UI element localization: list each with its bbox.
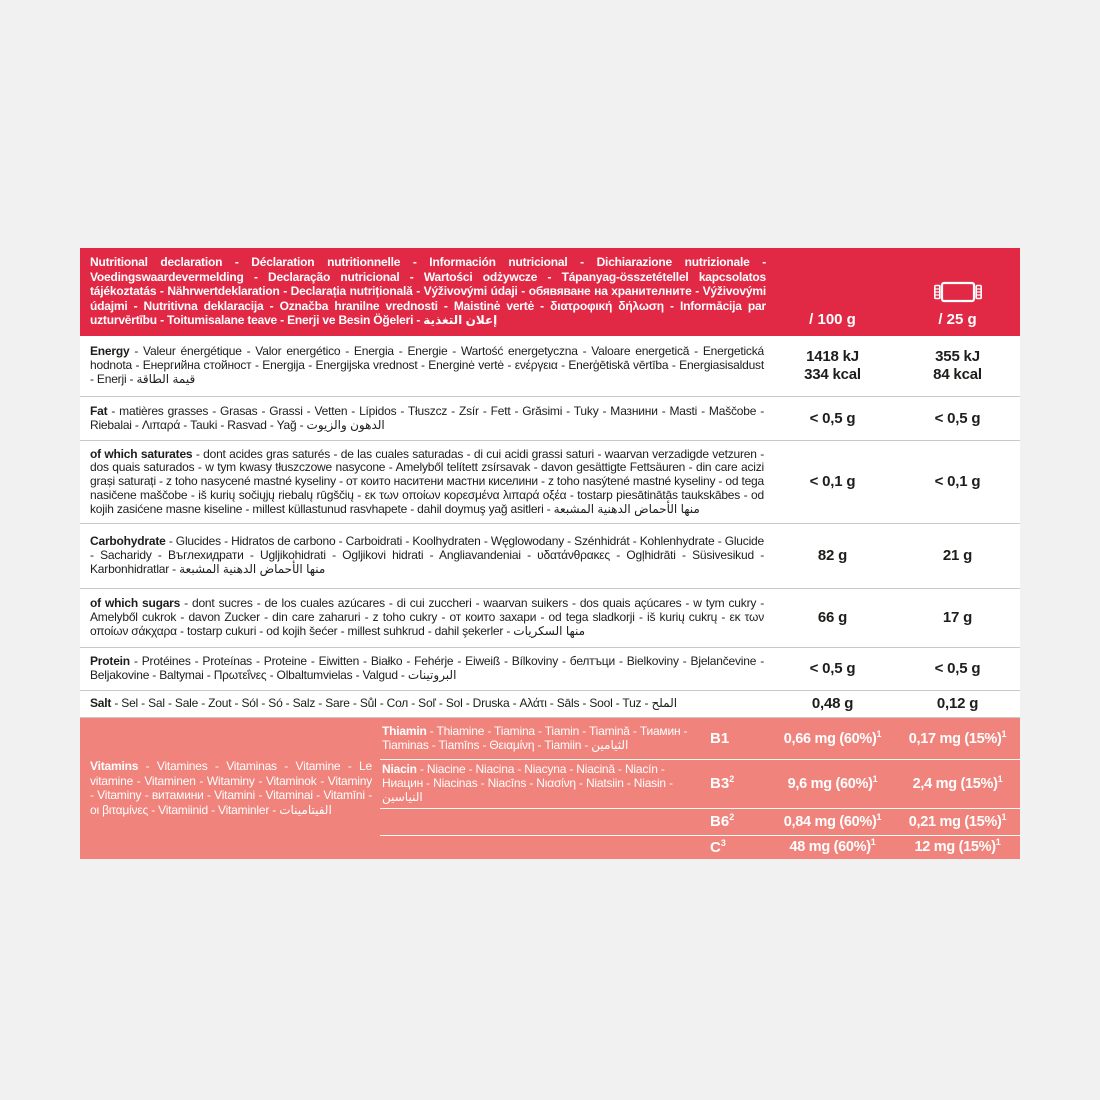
saturates-translations: - dont acides gras saturés - de las cuales saturadas - di cui acidi grassi saturi - waarvan verzadigde vetzuren - dos quais saturados - w tym kwasy tłuszczowe nasycone - Amelyből telített zsírsavak - davon gesättigte Fettsäuren - din care acizi grași saturați - z toho nasycené mastné kyseliny - от които наситени мастни киселини - z toho nasýtené mastné kyseliny - od tega nasičene maščobe - iš kurių sočiųjų riebalų rūgščių - εκ των οποίων κορεσμένα λιπαρά οξέα - tostarp piesātinātās taukskābes - od kojih zasićene masne kiseline - millest küllastunud rasvhapete - dahil doymuş yağ asitleri - منها الأحماض الدهنية المشبعة: [90, 446, 764, 516]
fat-per25-value: < 0,5 g: [934, 409, 981, 427]
energy-per25-kj: 355 kJ: [935, 348, 980, 365]
carbohydrate-per25-value: 21 g: [942, 547, 973, 564]
vitamins-rows: [380, 718, 1020, 859]
fat-translations: - matières grasses - Grasas - Grassi - Vetten - Lípidos - Tłuszcz - Zsír - Fett - Grăsimi - Tuky - Мазнини - Masti - Maščobe - Riebalai - Λιπαρά - Tauki - Rasvad - Yağ - الدهون والزيوت: [90, 403, 764, 432]
salt-per100-value: 0,48 g: [811, 695, 854, 712]
row-fat: [80, 397, 1020, 441]
b6-per100-sup: 1: [876, 811, 882, 822]
energy-per100-value: [770, 348, 895, 384]
row-vitamin-c: [380, 835, 1020, 859]
per-25g-column-header: [895, 248, 1020, 336]
per-100g-column-header: [770, 248, 895, 336]
salt-lead: Salt: [90, 696, 112, 711]
fat-label: [80, 401, 770, 436]
b1-per100-sup: 1: [876, 728, 882, 739]
saturates-per25-value: < 0,1 g: [934, 473, 981, 490]
b6-per25-sup: 1: [1001, 811, 1007, 822]
b3-per25-text: 2,4 mg (15%): [912, 775, 998, 792]
b3-per100-text: 9,6 mg (60%): [787, 775, 873, 792]
row-vitamin-b6: [380, 808, 1020, 835]
vitamin-b3-code: [710, 775, 770, 792]
c-code-text: C: [710, 838, 721, 856]
energy-bar-icon: [933, 281, 983, 307]
energy-label: [80, 341, 770, 390]
carbohydrate-lead: Carbohydrate: [90, 534, 166, 549]
b1-per25-value: [895, 728, 1020, 747]
row-sugars: [80, 589, 1020, 648]
b6-code-sup: 2: [729, 812, 735, 823]
vitamin-b6-code: [710, 813, 770, 830]
nutrition-header: [80, 248, 1020, 336]
row-salt: [80, 691, 1020, 718]
energy-translations: - Valeur énergétique - Valor energético - Energia - Energie - Wartość energetyczna - Valoare energetică - Energetická hodnota - Енергийна стойност - Energija - Energijska vrednost - Energinė vertė - ενέργεια - Enerģētiskā vērtība - Energiasisaldust - Enerji - قيمة الطاقة: [90, 344, 764, 386]
vitamin-c-label-empty: [380, 844, 710, 850]
thiamin-translations: - Thiamine - Tiamina - Tiamin - Tiamină - Тиамин - Tiaminas - Tiamīns - Θειαμίνη - Tiamiin - الثيامين: [382, 723, 688, 752]
niacin-translations: - Niacine - Niacina - Niacyna - Niacină - Niacín - Ниацин - Niacinas - Niacīns - Νιασίνη - Niatsiin - Niasin - النياسين: [382, 762, 673, 804]
b1-code-text: B1: [710, 730, 730, 747]
row-saturates: [80, 441, 1020, 524]
niacin-lead: Niacin: [382, 762, 417, 776]
vitamin-b6-label-empty: [380, 819, 710, 825]
carbohydrate-translations: - Glucides - Hidratos de carbono - Carboidrati - Koolhydraten - Węglowodany - Szénhidrát - Kohlenhydrate - Glucide - Sacharidy - Въглехидрати - Ugljikohidrati - Ogljikovi hidrati - Angliavandeniai - υδατάνθρακες - Ogļhidrāti - Süsivesikud - Karbonhidratlar - منها الأحماض الدهنية المشبعة: [90, 534, 764, 576]
salt-label: [80, 693, 770, 715]
per-25g-label: / 25 g: [938, 311, 977, 328]
vitamin-b1-code: [710, 730, 770, 747]
sugars-per100-value: 66 g: [817, 609, 848, 626]
c-per100-text: 48 mg (60%): [789, 839, 871, 856]
carbohydrate-label: [80, 531, 770, 580]
b3-code-sup: 2: [729, 774, 735, 785]
vitamins-lead: Vitamins: [90, 759, 139, 774]
row-carbohydrate: [80, 524, 1020, 589]
energy-per100-kcal: 334 kcal: [804, 366, 861, 383]
c-per100-value: [770, 839, 895, 855]
sugars-lead: of which sugars: [90, 596, 181, 611]
sugars-label: [80, 593, 770, 642]
row-protein: [80, 648, 1020, 691]
saturates-label: [80, 444, 770, 521]
b1-per25-sup: 1: [1001, 728, 1007, 739]
b6-per25-value: [895, 811, 1020, 830]
salt-translations: - Sel - Sal - Sale - Zout - Sól - Só - Salz - Sare - Sůl - Сол - Soľ - Sol - Druska - Αλάτι - Sāls - Sool - Tuz - الملح: [111, 696, 678, 711]
b6-per100-value: [770, 811, 895, 830]
carbohydrate-per100-value: 82 g: [817, 547, 848, 564]
vitamin-c-code: [710, 839, 770, 856]
thiamin-label: [380, 722, 710, 756]
b3-per25-sup: 1: [997, 774, 1003, 785]
row-vitamin-b3: [380, 759, 1020, 808]
c-per25-value: [895, 839, 1020, 855]
energy-lead: Energy: [90, 344, 130, 359]
b3-code-text: B3: [710, 775, 730, 793]
protein-lead: Protein: [90, 654, 130, 669]
b3-per100-sup: 1: [872, 774, 878, 785]
vitamins-section: [80, 718, 1020, 859]
b3-per25-value: [895, 776, 1020, 792]
fat-lead: Fat: [90, 403, 108, 418]
vitamins-translations: - Vitamines - Vitaminas - Vitamine - Le vitamine - Vitaminen - Witaminy - Vitaminok - Vitaminy - Vitaminy - витамини - Vitamini - Vitaminai - Vitamīni - οι βιταμίνες - Vitamiinid - Vitaminler - الفيتامينات: [90, 759, 372, 817]
b6-per100-text: 0,84 mg (60%): [783, 813, 877, 830]
energy-per25-value: [895, 348, 1020, 384]
salt-per25-value: 0,12 g: [936, 695, 979, 712]
saturates-per100-value: < 0,1 g: [809, 473, 856, 490]
b1-per100-text: 0,66 mg (60%): [783, 730, 877, 747]
c-per25-sup: 1: [995, 837, 1001, 848]
b1-per100-value: [770, 728, 895, 747]
energy-per100-kj: 1418 kJ: [806, 348, 859, 365]
protein-per25-value: < 0,5 g: [934, 660, 981, 677]
row-vitamin-b1: [380, 718, 1020, 759]
c-per25-text: 12 mg (15%): [914, 839, 996, 856]
per-100g-label: / 100 g: [809, 311, 856, 328]
b1-per25-text: 0,17 mg (15%): [908, 730, 1002, 747]
energy-per25-kcal: 84 kcal: [933, 366, 982, 383]
nutrition-label: [80, 248, 1020, 859]
protein-label: [80, 651, 770, 686]
sugars-translations: - dont sucres - de los cuales azúcares - di cui zuccheri - waarvan suikers - dos quais açúcares - w tym cukry - Amelyből cukrok - davon Zucker - din care zaharuri - z toho cukry - от които захари - od tega sladkorji - iš kurių cukrų - εκ των οποίων σάκχαρα - tostarp cukuri - od kojih šećer - millest suhkrud - dahil şekerler - منها السكريات: [90, 596, 764, 638]
thiamin-lead: Thiamin: [382, 723, 427, 738]
nutrition-declaration-text: Nutritional declaration - Déclaration nutritionnelle - Información nutricional - Dichiarazione nutrizionale - Voedingswaardevermelding - Declaração nutricional - Wartości odżywcze - Tápanyag-összetétellel kapcsolatos tájékoztatás - Nährwertdeklaration - Declarația nutrițională - Výživovými údaji - обявяване на хранителните - Výživovými údajmi - Nutritivna deklaracija - Označba hranilne vrednosti - Maistinė vertė - διατροφική δήλωση - Informācija par uzturvērtību - Toitumisalane teave - Enerji ve Besin Öğeleri - إعلان التغذية: [90, 255, 766, 328]
c-code-sup: 3: [720, 837, 726, 848]
niacin-label: [380, 760, 710, 808]
b3-per100-value: [770, 776, 895, 792]
saturates-lead: of which saturates: [90, 446, 193, 461]
protein-per100-value: < 0,5 g: [809, 660, 856, 677]
row-energy: [80, 336, 1020, 397]
b6-per25-text: 0,21 mg (15%): [908, 813, 1002, 830]
b6-code-text: B6: [710, 813, 730, 831]
c-per100-sup: 1: [870, 837, 876, 848]
vitamins-label: [80, 718, 380, 859]
protein-translations: - Protéines - Proteínas - Proteine - Eiwitten - Białko - Fehérje - Eiweiß - Bílkoviny - белтъци - Bielkoviny - Bjelančevine - Beljakovine - Baltymai - Πρωτεΐνες - Olbaltumvielas - Valgud - البروتينات: [90, 654, 764, 682]
sugars-per25-value: 17 g: [942, 609, 973, 626]
fat-per100-value: < 0,5 g: [809, 409, 856, 427]
